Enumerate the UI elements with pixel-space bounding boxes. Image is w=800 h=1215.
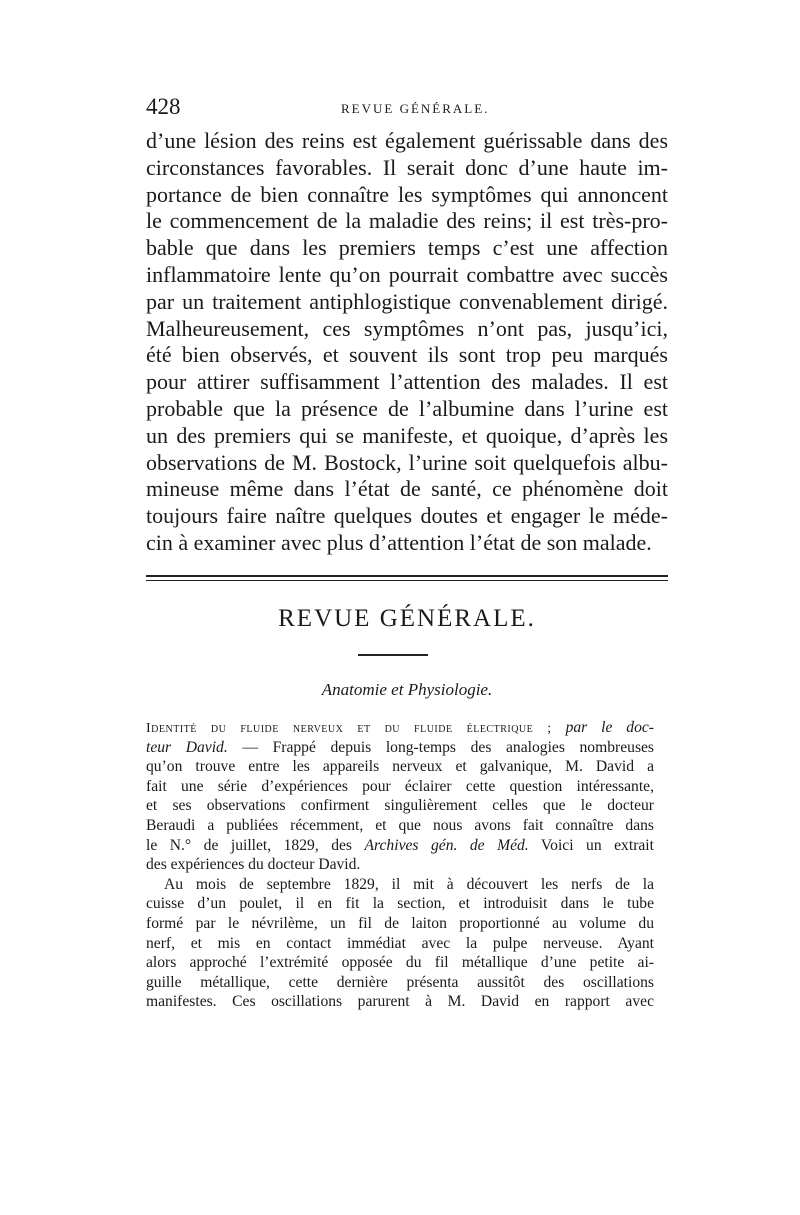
body-line: été bien observés, et souvent ils sont trop peu marqués [146, 342, 668, 368]
subsection-title: Anatomie et Physiologie. [321, 680, 493, 699]
short-rule-divider [358, 654, 428, 656]
body-line: mineuse même dans l’état de santé, ce phénomène doit [146, 476, 668, 502]
body-line: bable que dans les premiers temps c’est une affection [146, 235, 668, 261]
article-line [146, 738, 654, 758]
body-line: toujours faire naître quelques doutes et engager le méde- [146, 503, 668, 529]
article-line: des expériences du docteur David. [146, 856, 361, 874]
body-line: observations de M. Bostock, l’urine soit quelquefois albu- [146, 449, 668, 475]
body-text [146, 128, 668, 557]
article-line: formé par le névrilème, un fil de laiton proportionné au volume du [146, 914, 654, 932]
section-title: REVUE GÉNÉRALE. [278, 605, 536, 632]
body-line: pour attirer suffisamment l’attention des malades. Il est [146, 369, 668, 395]
article-line: alors approché l’extrémité opposée du fil métallique d’une petite ai- [146, 954, 654, 972]
article-heading: Identité du fluide nerveux et du fluide électrique ; [146, 721, 552, 736]
body-line: circonstances favorables. Il serait donc d’une haute im- [146, 154, 668, 180]
article-line: guille métallique, cette dernière présenta aussitôt des oscillations [146, 973, 654, 991]
page-header [146, 94, 666, 122]
body-line: par un traitement antiphlogistique convenablement dirigé. [146, 288, 668, 314]
page-number: 428 [146, 94, 181, 119]
article-author: par le doc- [565, 719, 654, 736]
body-line: portance de bien connaître les symptômes qui annoncent [146, 181, 668, 207]
article-author: teur David. [146, 738, 228, 756]
body-line: cin à examiner avec plus d’attention l’état de son malade. [146, 529, 652, 555]
article-line: cuisse d’un poulet, il en fit la section, et introduisit dans le tube [146, 895, 654, 913]
article [146, 718, 654, 1012]
article-line: manifestes. Ces oscillations parurent à M. David en rapport avec [146, 993, 654, 1011]
journal-title: Archives gén. de Méd. [364, 836, 529, 854]
article-line: et ses observations confirment singulièrement celles que le docteur [146, 797, 654, 815]
article-line [146, 836, 654, 856]
body-line: inflammatoire lente qu’on pourrait combattre avec succès [146, 261, 668, 287]
article-line: qu’on trouve entre les appareils nerveux et galvanique, M. David a [146, 758, 654, 776]
article-line: Beraudi a publiées récemment, et que nous avons fait connaître dans [146, 816, 654, 834]
running-head: REVUE GÉNÉRALE. [341, 101, 490, 116]
article-line: fait une série d’expériences pour éclairer cette question intéressante, [146, 777, 654, 795]
double-rule-divider [146, 575, 668, 581]
article-line: nerf, et mis en contact immédiat avec la pulpe nerveuse. Ayant [146, 934, 654, 952]
body-line: le commencement de la maladie des reins; il est très-pro- [146, 208, 668, 234]
body-line: d’une lésion des reins est également guérissable dans des [146, 128, 668, 153]
article-line: Au mois de septembre 1829, il mit à découvert les nerfs de la [164, 875, 654, 893]
body-line: un des premiers qui se manifeste, et quoique, d’après les [146, 422, 668, 448]
article-text: Voici un extrait [540, 836, 654, 854]
article-text: — Frappé depuis long-temps des analogies nombreuses [242, 738, 655, 756]
article-text: le N.° de juillet, 1829, des [146, 836, 352, 854]
body-line: Malheureusement, ces symptômes n’ont pas, jusqu’ici, [146, 315, 668, 341]
article-heading-line [146, 718, 654, 738]
body-line: probable que la présence de l’albumine dans l’urine est [146, 395, 668, 421]
